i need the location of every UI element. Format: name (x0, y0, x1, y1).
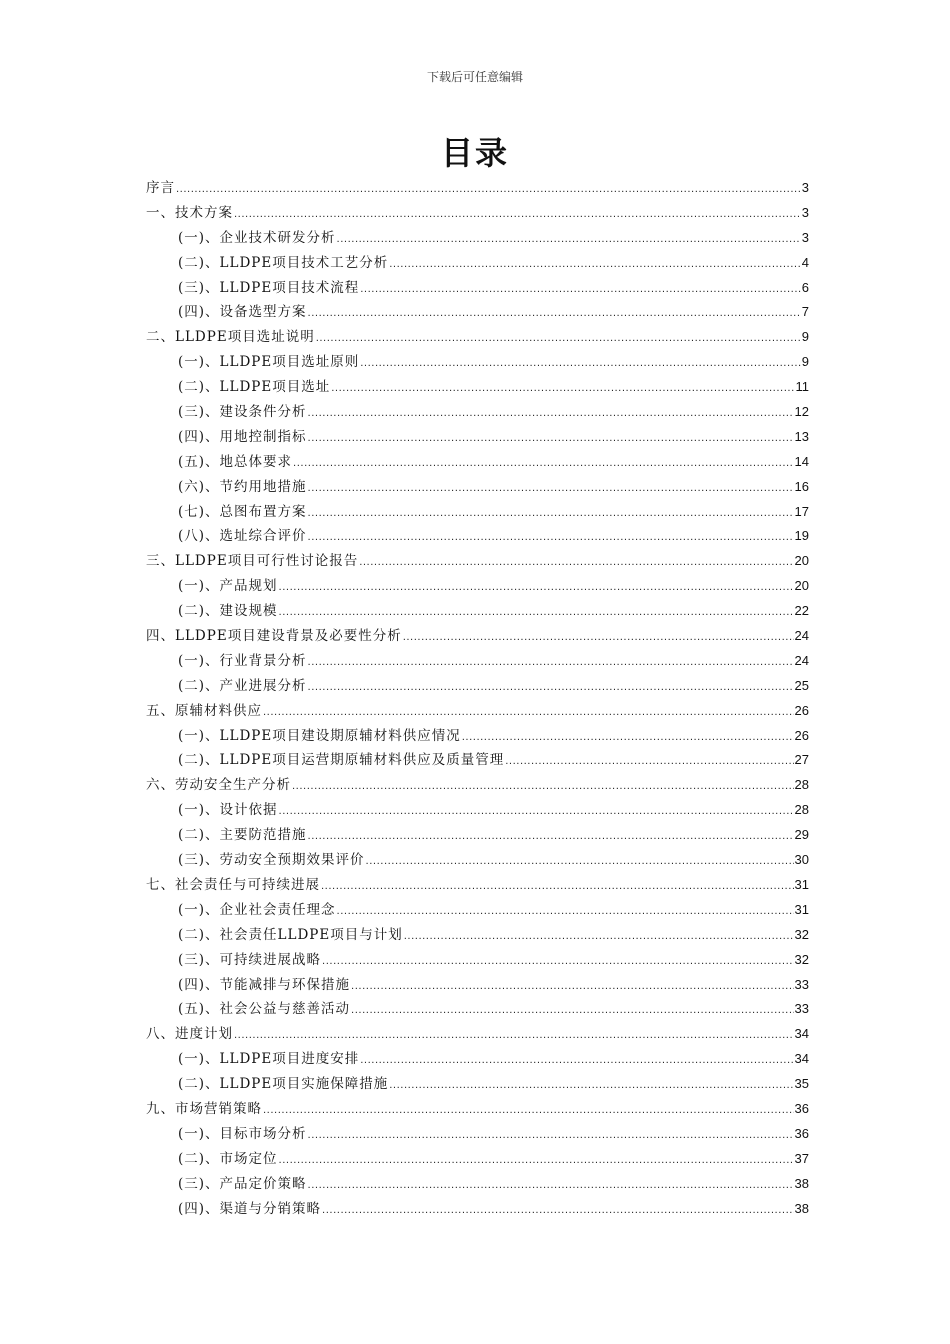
toc-section-entry[interactable] (146, 599, 809, 624)
toc-page-number: 11 (795, 379, 809, 395)
toc-dot-leader (351, 999, 793, 1024)
toc-section-entry[interactable] (146, 300, 809, 325)
toc-dot-leader (263, 701, 794, 726)
toc-page-number: 31 (794, 901, 809, 917)
toc-section-entry[interactable] (146, 251, 809, 276)
toc-entry-title: (一)、LLDPE项目建设期原辅材料供应情况 (178, 727, 461, 744)
toc-section-entry[interactable] (146, 1072, 809, 1097)
toc-section-entry[interactable] (146, 898, 809, 923)
toc-page-number: 34 (794, 1051, 809, 1067)
toc-entry-title: (二)、LLDPE项目技术工艺分析 (178, 254, 389, 271)
toc-dot-leader (308, 302, 801, 327)
toc-dot-leader (293, 452, 793, 477)
toc-dot-leader (337, 900, 794, 925)
toc-section-entry[interactable] (146, 649, 809, 674)
toc-entry-title: (三)、产品定价策略 (178, 1175, 307, 1192)
toc-page-number: 9 (801, 354, 809, 370)
table-of-contents (146, 176, 809, 1221)
toc-section-entry[interactable] (146, 798, 809, 823)
toc-entry-title: 序言 (146, 180, 175, 196)
toc-entry-title: (三)、建设条件分析 (178, 404, 307, 421)
toc-page-number: 19 (794, 528, 809, 544)
toc-page-number: 26 (794, 702, 809, 718)
toc-dot-leader (308, 402, 794, 427)
toc-page-number: 28 (794, 777, 809, 793)
toc-entry-title: 四、LLDPE项目建设背景及必要性分析 (146, 628, 402, 645)
toc-dot-leader (263, 1099, 794, 1124)
toc-entry-title: (四)、设备选型方案 (178, 304, 307, 321)
toc-entry-title: 七、社会责任与可持续进展 (146, 876, 320, 893)
toc-section-entry[interactable] (146, 973, 809, 998)
toc-section-entry[interactable] (146, 674, 809, 699)
toc-page-number: 12 (794, 404, 809, 420)
toc-entry-title: 六、劳动安全生产分析 (146, 777, 291, 794)
toc-dot-leader (321, 875, 794, 900)
toc-entry-title: (二)、LLDPE项目运营期原辅材料供应及质量管理 (178, 752, 505, 769)
toc-page-number: 31 (794, 876, 809, 892)
toc-page-number: 6 (801, 279, 809, 295)
toc-page-number: 25 (794, 677, 809, 693)
toc-entry-title: (二)、LLDPE项目选址 (178, 379, 331, 396)
toc-entry-title: (一)、LLDPE项目选址原则 (178, 354, 360, 371)
toc-section-entry[interactable] (146, 226, 809, 251)
toc-section-entry[interactable] (146, 1122, 809, 1147)
toc-entry-title: (三)、LLDPE项目技术流程 (178, 279, 360, 296)
toc-entry-title: (一)、行业背景分析 (178, 652, 307, 669)
toc-entry-title: (七)、总图布置方案 (178, 503, 307, 520)
toc-chapter-entry[interactable] (146, 201, 809, 226)
toc-entry-title: (四)、渠道与分销策略 (178, 1200, 322, 1217)
toc-page-number: 34 (794, 1026, 809, 1042)
toc-section-entry[interactable] (146, 997, 809, 1022)
toc-dot-leader (279, 576, 794, 601)
toc-page-number: 33 (794, 976, 809, 992)
toc-section-entry[interactable] (146, 425, 809, 450)
toc-section-entry[interactable] (146, 574, 809, 599)
toc-entry-title: (二)、LLDPE项目实施保障措施 (178, 1076, 389, 1093)
toc-dot-leader (403, 626, 794, 651)
toc-page-number: 13 (794, 428, 809, 444)
toc-entry-title: (六)、节约用地措施 (178, 478, 307, 495)
toc-page-number: 28 (794, 802, 809, 818)
toc-page-number: 26 (794, 727, 809, 743)
toc-entry-title: 九、市场营销策略 (146, 1100, 262, 1117)
toc-page-number: 17 (794, 503, 809, 519)
toc-page-number: 9 (801, 329, 809, 345)
toc-dot-leader (308, 651, 794, 676)
toc-dot-leader (360, 278, 801, 303)
toc-entry-title: (八)、选址综合评价 (178, 528, 307, 545)
toc-section-entry[interactable] (146, 450, 809, 475)
toc-chapter-entry[interactable] (146, 624, 809, 649)
toc-page-number: 22 (794, 603, 809, 619)
toc-section-entry[interactable] (146, 350, 809, 375)
toc-dot-leader (176, 178, 801, 203)
toc-page-number: 38 (794, 1200, 809, 1216)
toc-dot-leader (322, 950, 793, 975)
toc-section-entry[interactable] (146, 400, 809, 425)
toc-dot-leader (308, 427, 794, 452)
toc-entry-title: 一、技术方案 (146, 204, 233, 221)
toc-entry-title: (二)、社会责任LLDPE项目与计划 (178, 926, 403, 943)
toc-dot-leader (359, 551, 793, 576)
toc-entry-title: (五)、社会公益与慈善活动 (178, 1001, 351, 1018)
toc-entry-title: (一)、设计依据 (178, 802, 278, 819)
page-title: 目录 (440, 134, 509, 172)
toc-dot-leader (404, 925, 794, 950)
toc-dot-leader (360, 1049, 793, 1074)
toc-section-entry[interactable] (146, 724, 809, 749)
toc-entry-title: 八、进度计划 (146, 1026, 233, 1043)
toc-dot-leader (505, 750, 793, 775)
toc-entry-title: (四)、用地控制指标 (178, 428, 307, 445)
toc-chapter-entry[interactable] (146, 176, 809, 201)
toc-section-entry[interactable] (146, 923, 809, 948)
toc-entry-title: 二、LLDPE项目选址说明 (146, 329, 315, 346)
toc-section-entry[interactable] (146, 748, 809, 773)
toc-section-entry[interactable] (146, 276, 809, 301)
toc-page-number: 24 (794, 652, 809, 668)
toc-entry-title: (一)、企业技术研发分析 (178, 229, 336, 246)
toc-entry-title: (二)、产业进展分析 (178, 677, 307, 694)
toc-page-number: 7 (801, 304, 809, 320)
toc-page-number: 36 (794, 1125, 809, 1141)
toc-dot-leader (308, 477, 794, 502)
toc-chapter-entry[interactable] (146, 873, 809, 898)
toc-entry-title: (二)、建设规模 (178, 603, 278, 620)
toc-section-entry[interactable] (146, 948, 809, 973)
toc-dot-leader (462, 726, 794, 751)
toc-entry-title: 五、原辅材料供应 (146, 702, 262, 719)
toc-section-entry[interactable] (146, 1147, 809, 1172)
toc-dot-leader (234, 203, 801, 228)
toc-section-entry[interactable] (146, 823, 809, 848)
toc-page-number: 20 (794, 553, 809, 569)
toc-entry-title: (五)、地总体要求 (178, 453, 293, 470)
toc-page-number: 32 (794, 926, 809, 942)
toc-entry-title: (一)、企业社会责任理念 (178, 901, 336, 918)
toc-entry-title: (三)、可持续进展战略 (178, 951, 322, 968)
toc-page-number: 37 (794, 1150, 809, 1166)
toc-entry-title: 三、LLDPE项目可行性讨论报告 (146, 553, 359, 570)
toc-page-number: 16 (794, 478, 809, 494)
toc-dot-leader (360, 352, 801, 377)
toc-dot-leader (308, 1124, 794, 1149)
toc-chapter-entry[interactable] (146, 549, 809, 574)
toc-section-entry[interactable] (146, 1047, 809, 1072)
toc-dot-leader (308, 502, 794, 527)
toc-entry-title: (一)、目标市场分析 (178, 1125, 307, 1142)
toc-dot-leader (389, 253, 801, 278)
toc-dot-leader (322, 1199, 793, 1224)
toc-section-entry[interactable] (146, 500, 809, 525)
toc-page-number: 24 (794, 628, 809, 644)
toc-page-number: 32 (794, 951, 809, 967)
toc-dot-leader (337, 228, 801, 253)
toc-entry-title: (二)、市场定位 (178, 1150, 278, 1167)
toc-dot-leader (308, 526, 794, 551)
toc-page-number: 14 (794, 453, 809, 469)
toc-entry-title: (一)、产品规划 (178, 578, 278, 595)
toc-chapter-entry[interactable] (146, 1097, 809, 1122)
toc-page-number: 27 (794, 752, 809, 768)
toc-dot-leader (316, 327, 801, 352)
toc-page-number: 35 (794, 1076, 809, 1092)
toc-dot-leader (351, 975, 793, 1000)
toc-page-number: 29 (794, 827, 809, 843)
toc-dot-leader (279, 601, 794, 626)
toc-section-entry[interactable] (146, 848, 809, 873)
toc-dot-leader (308, 825, 794, 850)
toc-entry-title: (三)、劳动安全预期效果评价 (178, 852, 365, 869)
toc-dot-leader (279, 800, 794, 825)
toc-chapter-entry[interactable] (146, 773, 809, 798)
toc-page-number: 3 (801, 229, 809, 245)
toc-section-entry[interactable] (146, 524, 809, 549)
toc-entry-title: (二)、主要防范措施 (178, 827, 307, 844)
toc-page-number: 3 (801, 180, 809, 195)
toc-dot-leader (389, 1074, 793, 1099)
toc-section-entry[interactable] (146, 375, 809, 400)
toc-section-entry[interactable] (146, 1197, 809, 1222)
toc-chapter-entry[interactable] (146, 325, 809, 350)
toc-page-number: 36 (794, 1100, 809, 1116)
toc-dot-leader (308, 1174, 794, 1199)
toc-dot-leader (292, 775, 794, 800)
toc-chapter-entry[interactable] (146, 1022, 809, 1047)
toc-dot-leader (331, 377, 794, 402)
toc-dot-leader (308, 676, 794, 701)
toc-page-number: 33 (794, 1001, 809, 1017)
toc-dot-leader (366, 850, 794, 875)
toc-chapter-entry[interactable] (146, 699, 809, 724)
toc-page-number: 30 (794, 852, 809, 868)
toc-dot-leader (279, 1149, 794, 1174)
toc-page-number: 20 (794, 578, 809, 594)
toc-page-number: 3 (801, 204, 809, 220)
toc-page-number: 4 (801, 254, 809, 270)
toc-section-entry[interactable] (146, 475, 809, 500)
toc-entry-title: (四)、节能减排与环保措施 (178, 976, 351, 993)
toc-entry-title: (一)、LLDPE项目进度安排 (178, 1051, 360, 1068)
toc-dot-leader (234, 1024, 794, 1049)
toc-section-entry[interactable] (146, 1172, 809, 1197)
header-note: 下载后可任意编辑 (426, 70, 523, 84)
toc-page-number: 38 (794, 1175, 809, 1191)
